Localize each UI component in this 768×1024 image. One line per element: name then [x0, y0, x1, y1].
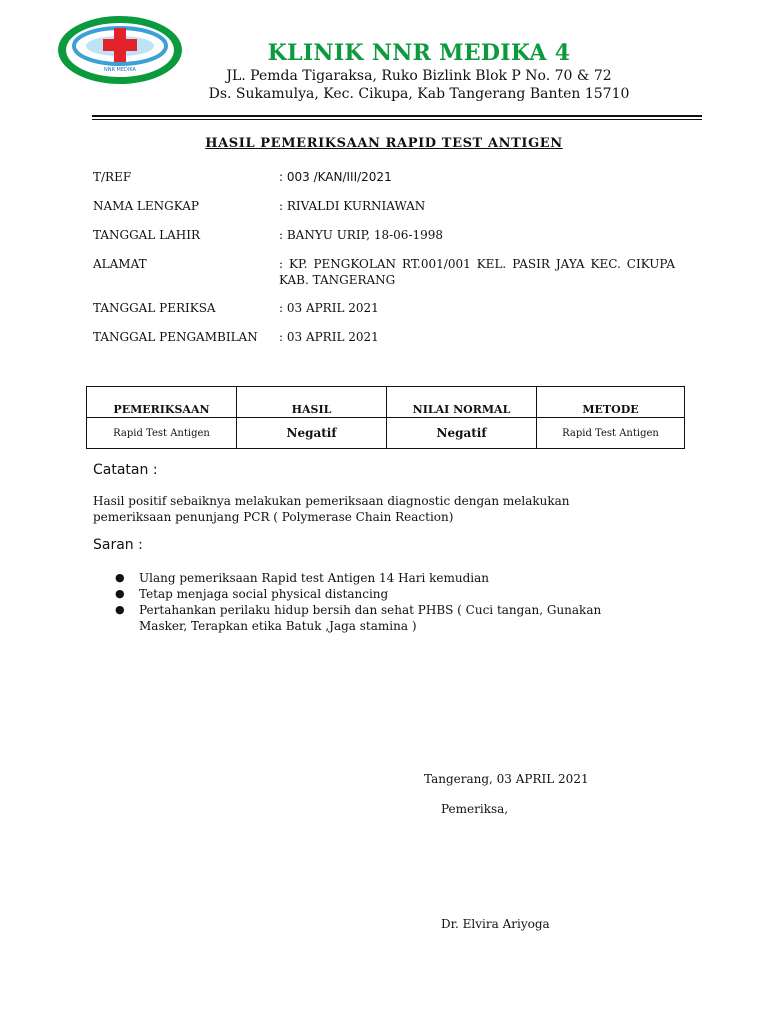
list-item-text: Tetap menjaga social physical distancing: [139, 587, 389, 601]
result-table: [86, 386, 685, 449]
table-cell-result: Negatif: [237, 418, 387, 449]
table-cell-method: Rapid Test Antigen: [537, 418, 685, 449]
field-value-exam-date: : 03 APRIL 2021: [279, 301, 379, 315]
table-cell-normal: Negatif: [387, 418, 537, 449]
field-label-ref: T/REF: [93, 170, 132, 184]
table-header-cell: METODE: [537, 387, 685, 418]
saran-heading: Saran :: [93, 537, 143, 553]
address-line-2: Ds. Sukamulya, Kec. Cikupa, Kab Tangerang Banten 15710: [208, 86, 630, 102]
catatan-heading: Catatan :: [93, 462, 158, 478]
field-label-exam-date: TANGGAL PERIKSA: [93, 301, 216, 315]
list-item: [115, 602, 645, 634]
saran-list: [115, 570, 645, 634]
table-row: [87, 418, 685, 449]
field-value-address: : KP. PENGKOLAN RT.001/001 KEL. PASIR JAYA KEC. CIKUPA KAB. TANGERANG: [279, 257, 675, 287]
field-value-ref: : 003 /KAN/III/2021: [279, 170, 392, 184]
header-rule-thin: [92, 119, 702, 120]
field-label-address: ALAMAT: [93, 257, 147, 271]
field-label-name: NAMA LENGKAP: [93, 199, 199, 213]
table-cell-exam: Rapid Test Antigen: [87, 418, 237, 449]
signature-place-date: Tangerang, 03 APRIL 2021: [424, 772, 589, 786]
signature-name: Dr. Elvira Ariyoga: [441, 917, 550, 931]
field-value-name: : RIVALDI KURNIAWAN: [279, 199, 426, 213]
bullet-icon: ●: [115, 571, 125, 584]
list-item-text: Ulang pemeriksaan Rapid test Antigen 14 Hari kemudian: [139, 571, 490, 585]
list-item: [115, 570, 645, 586]
list-item: [115, 586, 645, 602]
field-label-birth: TANGGAL LAHIR: [93, 228, 201, 242]
table-header-row: [87, 387, 685, 418]
signature-role: Pemeriksa,: [441, 802, 509, 816]
field-value-sample-date: : 03 APRIL 2021: [279, 330, 379, 344]
clinic-name: KLINIK NNR MEDIKA 4: [267, 40, 571, 66]
catatan-text: Hasil positif sebaiknya melakukan pemeriksaan diagnostic dengan melakukan pemeriksaan penunjang PCR ( Polymerase Chain Reaction): [93, 494, 570, 524]
table-header-cell: HASIL: [237, 387, 387, 418]
table-header-cell: NILAI NORMAL: [387, 387, 537, 418]
header-rule-thick: [92, 115, 702, 117]
field-label-sample-date: TANGGAL PENGAMBILAN: [93, 330, 258, 344]
logo-text: NNR MEDIKA: [104, 67, 136, 73]
table-header-cell: PEMERIKSAAN: [87, 387, 237, 418]
field-value-birth: : BANYU URIP, 18-06-1998: [279, 228, 444, 242]
document-title: HASIL PEMERIKSAAN RAPID TEST ANTIGEN: [205, 136, 563, 151]
list-item-text: Pertahankan perilaku hidup bersih dan sehat PHBS ( Cuci tangan, Gunakan Masker, Terapkan etika Batuk ,Jaga stamina ): [139, 603, 602, 633]
bullet-icon: ●: [115, 603, 125, 616]
address-line-1: JL. Pemda Tigaraksa, Ruko Bizlink Blok P No. 70 & 72: [226, 68, 612, 84]
bullet-icon: ●: [115, 587, 125, 600]
